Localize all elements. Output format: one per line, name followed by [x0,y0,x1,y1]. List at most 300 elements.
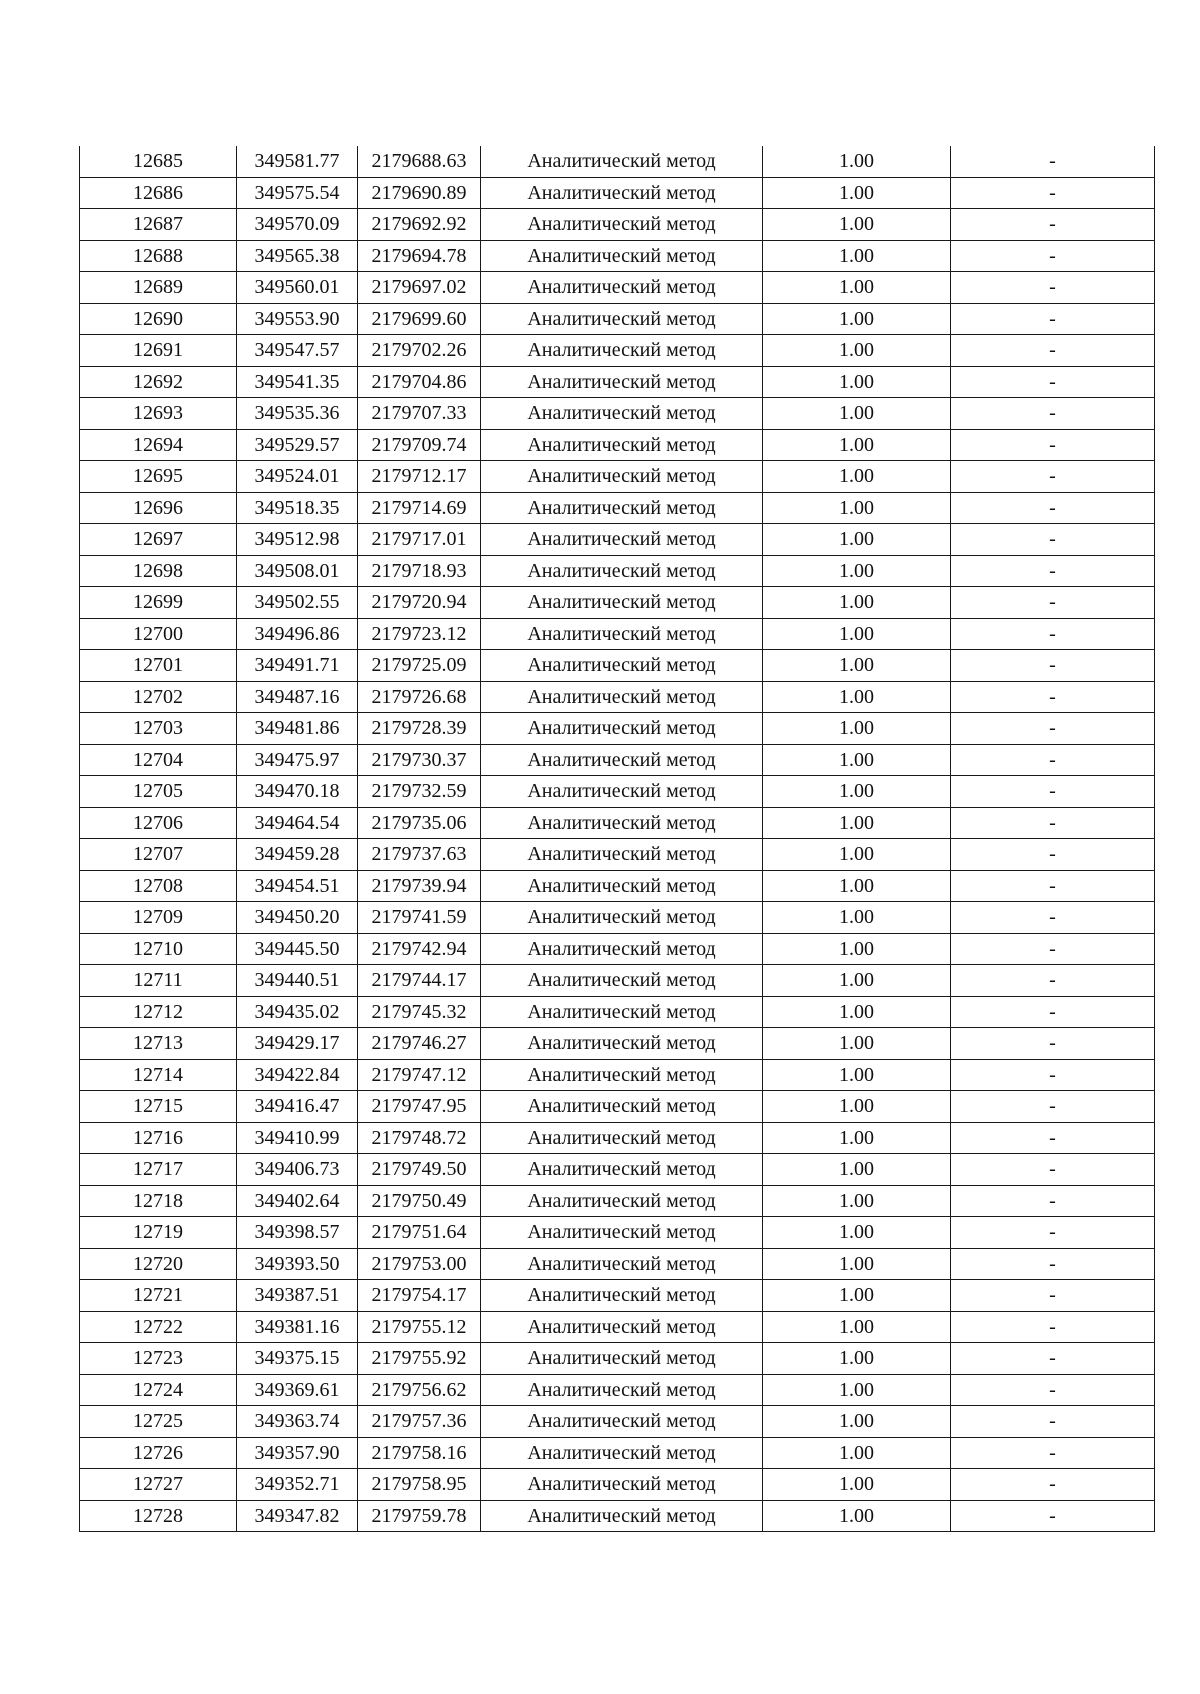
y-coordinate-cell: 2179699.60 [358,303,481,335]
y-coordinate-cell: 2179702.26 [358,335,481,367]
table-row [80,933,1155,965]
x-coordinate-cell: 349406.73 [237,1154,358,1186]
method-cell: Аналитический метод [481,933,763,965]
x-coordinate-cell: 349435.02 [237,996,358,1028]
method-cell: Аналитический метод [481,366,763,398]
x-coordinate-cell: 349570.09 [237,209,358,241]
description-cell: - [951,1469,1155,1501]
x-coordinate-cell: 349547.57 [237,335,358,367]
table-row [80,713,1155,745]
accuracy-cell: 1.00 [763,1248,951,1280]
y-coordinate-cell: 2179758.95 [358,1469,481,1501]
x-coordinate-cell: 349581.77 [237,146,358,177]
description-cell: - [951,1437,1155,1469]
table-row [80,335,1155,367]
x-coordinate-cell: 349502.55 [237,587,358,619]
table-row [80,303,1155,335]
x-coordinate-cell: 349347.82 [237,1500,358,1532]
accuracy-cell: 1.00 [763,902,951,934]
description-cell: - [951,996,1155,1028]
description-cell: - [951,398,1155,430]
y-coordinate-cell: 2179723.12 [358,618,481,650]
method-cell: Аналитический метод [481,461,763,493]
method-cell: Аналитический метод [481,996,763,1028]
table-row [80,618,1155,650]
method-cell: Аналитический метод [481,555,763,587]
y-coordinate-cell: 2179714.69 [358,492,481,524]
table-row [80,839,1155,871]
description-cell: - [951,1343,1155,1375]
accuracy-cell: 1.00 [763,1091,951,1123]
accuracy-cell: 1.00 [763,429,951,461]
x-coordinate-cell: 349381.16 [237,1311,358,1343]
description-cell: - [951,933,1155,965]
x-coordinate-cell: 349416.47 [237,1091,358,1123]
x-coordinate-cell: 349560.01 [237,272,358,304]
y-coordinate-cell: 2179739.94 [358,870,481,902]
accuracy-cell: 1.00 [763,1280,951,1312]
point-number-cell: 12714 [80,1059,237,1091]
table-row [80,1343,1155,1375]
point-number-cell: 12724 [80,1374,237,1406]
table-row [80,146,1155,177]
y-coordinate-cell: 2179756.62 [358,1374,481,1406]
accuracy-cell: 1.00 [763,618,951,650]
point-number-cell: 12719 [80,1217,237,1249]
description-cell: - [951,713,1155,745]
table-row [80,177,1155,209]
description-cell: - [951,555,1155,587]
accuracy-cell: 1.00 [763,177,951,209]
table-row [80,555,1155,587]
description-cell: - [951,902,1155,934]
accuracy-cell: 1.00 [763,146,951,177]
accuracy-cell: 1.00 [763,1374,951,1406]
table-row [80,650,1155,682]
description-cell: - [951,1154,1155,1186]
y-coordinate-cell: 2179745.32 [358,996,481,1028]
y-coordinate-cell: 2179755.12 [358,1311,481,1343]
y-coordinate-cell: 2179737.63 [358,839,481,871]
point-number-cell: 12685 [80,146,237,177]
accuracy-cell: 1.00 [763,555,951,587]
y-coordinate-cell: 2179709.74 [358,429,481,461]
x-coordinate-cell: 349518.35 [237,492,358,524]
method-cell: Аналитический метод [481,429,763,461]
x-coordinate-cell: 349512.98 [237,524,358,556]
table-row [80,1091,1155,1123]
description-cell: - [951,240,1155,272]
point-number-cell: 12700 [80,618,237,650]
point-number-cell: 12703 [80,713,237,745]
method-cell: Аналитический метод [481,1248,763,1280]
method-cell: Аналитический метод [481,650,763,682]
x-coordinate-cell: 349440.51 [237,965,358,997]
x-coordinate-cell: 349357.90 [237,1437,358,1469]
table-row [80,902,1155,934]
y-coordinate-cell: 2179712.17 [358,461,481,493]
accuracy-cell: 1.00 [763,1437,951,1469]
description-cell: - [951,1091,1155,1123]
point-number-cell: 12715 [80,1091,237,1123]
y-coordinate-cell: 2179753.00 [358,1248,481,1280]
point-number-cell: 12690 [80,303,237,335]
y-coordinate-cell: 2179744.17 [358,965,481,997]
point-number-cell: 12706 [80,807,237,839]
method-cell: Аналитический метод [481,1500,763,1532]
x-coordinate-cell: 349369.61 [237,1374,358,1406]
table-row [80,398,1155,430]
description-cell: - [951,776,1155,808]
accuracy-cell: 1.00 [763,209,951,241]
method-cell: Аналитический метод [481,492,763,524]
method-cell: Аналитический метод [481,1343,763,1375]
point-number-cell: 12721 [80,1280,237,1312]
point-number-cell: 12709 [80,902,237,934]
y-coordinate-cell: 2179741.59 [358,902,481,934]
y-coordinate-cell: 2179750.49 [358,1185,481,1217]
table-row [80,1469,1155,1501]
description-cell: - [951,807,1155,839]
point-number-cell: 12686 [80,177,237,209]
x-coordinate-cell: 349429.17 [237,1028,358,1060]
description-cell: - [951,303,1155,335]
x-coordinate-cell: 349459.28 [237,839,358,871]
accuracy-cell: 1.00 [763,587,951,619]
x-coordinate-cell: 349422.84 [237,1059,358,1091]
x-coordinate-cell: 349496.86 [237,618,358,650]
x-coordinate-cell: 349553.90 [237,303,358,335]
description-cell: - [951,965,1155,997]
y-coordinate-cell: 2179751.64 [358,1217,481,1249]
x-coordinate-cell: 349470.18 [237,776,358,808]
point-number-cell: 12722 [80,1311,237,1343]
point-number-cell: 12704 [80,744,237,776]
point-number-cell: 12688 [80,240,237,272]
accuracy-cell: 1.00 [763,1311,951,1343]
table-row [80,461,1155,493]
method-cell: Аналитический метод [481,1091,763,1123]
table-row [80,1406,1155,1438]
table-row [80,996,1155,1028]
point-number-cell: 12689 [80,272,237,304]
x-coordinate-cell: 349565.38 [237,240,358,272]
y-coordinate-cell: 2179747.12 [358,1059,481,1091]
x-coordinate-cell: 349535.36 [237,398,358,430]
accuracy-cell: 1.00 [763,1154,951,1186]
y-coordinate-cell: 2179718.93 [358,555,481,587]
accuracy-cell: 1.00 [763,1122,951,1154]
x-coordinate-cell: 349529.57 [237,429,358,461]
accuracy-cell: 1.00 [763,240,951,272]
table-row [80,1185,1155,1217]
table-row [80,587,1155,619]
y-coordinate-cell: 2179754.17 [358,1280,481,1312]
description-cell: - [951,1500,1155,1532]
accuracy-cell: 1.00 [763,1217,951,1249]
method-cell: Аналитический метод [481,1374,763,1406]
accuracy-cell: 1.00 [763,1469,951,1501]
y-coordinate-cell: 2179749.50 [358,1154,481,1186]
description-cell: - [951,209,1155,241]
method-cell: Аналитический метод [481,146,763,177]
point-number-cell: 12717 [80,1154,237,1186]
method-cell: Аналитический метод [481,177,763,209]
description-cell: - [951,177,1155,209]
x-coordinate-cell: 349352.71 [237,1469,358,1501]
method-cell: Аналитический метод [481,1059,763,1091]
x-coordinate-cell: 349363.74 [237,1406,358,1438]
accuracy-cell: 1.00 [763,650,951,682]
point-number-cell: 12727 [80,1469,237,1501]
accuracy-cell: 1.00 [763,1406,951,1438]
point-number-cell: 12701 [80,650,237,682]
description-cell: - [951,744,1155,776]
accuracy-cell: 1.00 [763,776,951,808]
method-cell: Аналитический метод [481,240,763,272]
method-cell: Аналитический метод [481,807,763,839]
accuracy-cell: 1.00 [763,681,951,713]
description-cell: - [951,587,1155,619]
table-row [80,1311,1155,1343]
point-number-cell: 12697 [80,524,237,556]
point-number-cell: 12726 [80,1437,237,1469]
table-row [80,1248,1155,1280]
method-cell: Аналитический метод [481,902,763,934]
x-coordinate-cell: 349524.01 [237,461,358,493]
accuracy-cell: 1.00 [763,524,951,556]
point-number-cell: 12713 [80,1028,237,1060]
x-coordinate-cell: 349402.64 [237,1185,358,1217]
accuracy-cell: 1.00 [763,335,951,367]
y-coordinate-cell: 2179694.78 [358,240,481,272]
description-cell: - [951,618,1155,650]
point-number-cell: 12728 [80,1500,237,1532]
accuracy-cell: 1.00 [763,1343,951,1375]
x-coordinate-cell: 349450.20 [237,902,358,934]
table-row [80,1122,1155,1154]
table-row [80,681,1155,713]
description-cell: - [951,492,1155,524]
description-cell: - [951,1406,1155,1438]
accuracy-cell: 1.00 [763,303,951,335]
point-number-cell: 12708 [80,870,237,902]
method-cell: Аналитический метод [481,839,763,871]
method-cell: Аналитический метод [481,618,763,650]
x-coordinate-cell: 349464.54 [237,807,358,839]
method-cell: Аналитический метод [481,587,763,619]
y-coordinate-cell: 2179707.33 [358,398,481,430]
description-cell: - [951,1059,1155,1091]
x-coordinate-cell: 349491.71 [237,650,358,682]
point-number-cell: 12723 [80,1343,237,1375]
table-row [80,1500,1155,1532]
description-cell: - [951,461,1155,493]
x-coordinate-cell: 349475.97 [237,744,358,776]
point-number-cell: 12695 [80,461,237,493]
description-cell: - [951,1374,1155,1406]
accuracy-cell: 1.00 [763,839,951,871]
table-row [80,1437,1155,1469]
y-coordinate-cell: 2179697.02 [358,272,481,304]
point-number-cell: 12687 [80,209,237,241]
method-cell: Аналитический метод [481,1217,763,1249]
y-coordinate-cell: 2179717.01 [358,524,481,556]
description-cell: - [951,524,1155,556]
table-row [80,870,1155,902]
y-coordinate-cell: 2179755.92 [358,1343,481,1375]
accuracy-cell: 1.00 [763,870,951,902]
y-coordinate-cell: 2179725.09 [358,650,481,682]
method-cell: Аналитический метод [481,1406,763,1438]
table-row [80,965,1155,997]
coordinates-table-body [80,146,1155,1532]
x-coordinate-cell: 349575.54 [237,177,358,209]
description-cell: - [951,1122,1155,1154]
method-cell: Аналитический метод [481,1028,763,1060]
table-row [80,744,1155,776]
y-coordinate-cell: 2179748.72 [358,1122,481,1154]
description-cell: - [951,870,1155,902]
accuracy-cell: 1.00 [763,492,951,524]
point-number-cell: 12705 [80,776,237,808]
point-number-cell: 12702 [80,681,237,713]
accuracy-cell: 1.00 [763,807,951,839]
table-row [80,240,1155,272]
accuracy-cell: 1.00 [763,933,951,965]
point-number-cell: 12693 [80,398,237,430]
table-row [80,1217,1155,1249]
point-number-cell: 12696 [80,492,237,524]
y-coordinate-cell: 2179742.94 [358,933,481,965]
y-coordinate-cell: 2179759.78 [358,1500,481,1532]
description-cell: - [951,1248,1155,1280]
accuracy-cell: 1.00 [763,272,951,304]
point-number-cell: 12725 [80,1406,237,1438]
y-coordinate-cell: 2179757.36 [358,1406,481,1438]
method-cell: Аналитический метод [481,965,763,997]
x-coordinate-cell: 349375.15 [237,1343,358,1375]
y-coordinate-cell: 2179726.68 [358,681,481,713]
description-cell: - [951,366,1155,398]
method-cell: Аналитический метод [481,1437,763,1469]
description-cell: - [951,429,1155,461]
point-number-cell: 12718 [80,1185,237,1217]
accuracy-cell: 1.00 [763,744,951,776]
accuracy-cell: 1.00 [763,1500,951,1532]
y-coordinate-cell: 2179688.63 [358,146,481,177]
y-coordinate-cell: 2179735.06 [358,807,481,839]
y-coordinate-cell: 2179746.27 [358,1028,481,1060]
description-cell: - [951,335,1155,367]
table-row [80,807,1155,839]
method-cell: Аналитический метод [481,1311,763,1343]
point-number-cell: 12712 [80,996,237,1028]
x-coordinate-cell: 349410.99 [237,1122,358,1154]
y-coordinate-cell: 2179732.59 [358,776,481,808]
description-cell: - [951,1280,1155,1312]
method-cell: Аналитический метод [481,744,763,776]
description-cell: - [951,1028,1155,1060]
y-coordinate-cell: 2179720.94 [358,587,481,619]
point-number-cell: 12720 [80,1248,237,1280]
method-cell: Аналитический метод [481,524,763,556]
point-number-cell: 12699 [80,587,237,619]
accuracy-cell: 1.00 [763,398,951,430]
method-cell: Аналитический метод [481,713,763,745]
table-row [80,492,1155,524]
description-cell: - [951,650,1155,682]
accuracy-cell: 1.00 [763,366,951,398]
table-row [80,1280,1155,1312]
description-cell: - [951,146,1155,177]
x-coordinate-cell: 349445.50 [237,933,358,965]
method-cell: Аналитический метод [481,209,763,241]
description-cell: - [951,272,1155,304]
method-cell: Аналитический метод [481,1185,763,1217]
method-cell: Аналитический метод [481,1469,763,1501]
method-cell: Аналитический метод [481,303,763,335]
table-row [80,1154,1155,1186]
accuracy-cell: 1.00 [763,1028,951,1060]
y-coordinate-cell: 2179728.39 [358,713,481,745]
x-coordinate-cell: 349393.50 [237,1248,358,1280]
x-coordinate-cell: 349398.57 [237,1217,358,1249]
description-cell: - [951,1217,1155,1249]
description-cell: - [951,839,1155,871]
point-number-cell: 12707 [80,839,237,871]
point-number-cell: 12716 [80,1122,237,1154]
y-coordinate-cell: 2179690.89 [358,177,481,209]
method-cell: Аналитический метод [481,1154,763,1186]
coordinates-table [79,146,1155,1532]
x-coordinate-cell: 349481.86 [237,713,358,745]
x-coordinate-cell: 349508.01 [237,555,358,587]
method-cell: Аналитический метод [481,870,763,902]
x-coordinate-cell: 349454.51 [237,870,358,902]
point-number-cell: 12711 [80,965,237,997]
accuracy-cell: 1.00 [763,965,951,997]
x-coordinate-cell: 349387.51 [237,1280,358,1312]
method-cell: Аналитический метод [481,1122,763,1154]
x-coordinate-cell: 349487.16 [237,681,358,713]
accuracy-cell: 1.00 [763,1185,951,1217]
table-row [80,272,1155,304]
y-coordinate-cell: 2179747.95 [358,1091,481,1123]
point-number-cell: 12698 [80,555,237,587]
point-number-cell: 12692 [80,366,237,398]
method-cell: Аналитический метод [481,335,763,367]
description-cell: - [951,1185,1155,1217]
table-row [80,1028,1155,1060]
method-cell: Аналитический метод [481,272,763,304]
table-row [80,209,1155,241]
point-number-cell: 12694 [80,429,237,461]
method-cell: Аналитический метод [481,1280,763,1312]
description-cell: - [951,681,1155,713]
point-number-cell: 12691 [80,335,237,367]
method-cell: Аналитический метод [481,776,763,808]
table-row [80,524,1155,556]
method-cell: Аналитический метод [481,398,763,430]
accuracy-cell: 1.00 [763,461,951,493]
y-coordinate-cell: 2179730.37 [358,744,481,776]
table-row [80,776,1155,808]
table-row [80,366,1155,398]
table-row [80,1374,1155,1406]
description-cell: - [951,1311,1155,1343]
table-row [80,1059,1155,1091]
